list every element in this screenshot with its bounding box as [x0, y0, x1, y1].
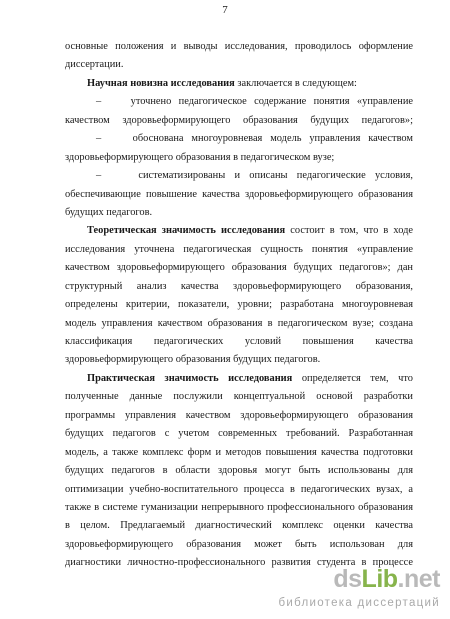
bullet-text: обоснована многоуровневая модель управления качеством	[132, 133, 413, 145]
text-line: исследования уточнена педагогическая сущность понятия «управление	[65, 243, 413, 255]
logo-lib: Lib	[361, 565, 398, 593]
text-line: основные положения и выводы исследования, проводилось оформление	[65, 41, 413, 52]
page-number: 7	[222, 4, 228, 16]
novelty-heading: Научная новизна исследования	[87, 77, 235, 89]
text-line: классификация педагогических условий повышения качества	[65, 336, 413, 347]
dslib-watermark	[278, 565, 450, 619]
novelty-heading-line	[65, 75, 413, 93]
text-line: определены критерии, показатели, уровни; разработана многоуровневая	[65, 299, 413, 311]
bullet-dash: –	[96, 133, 102, 145]
text-line: также в системе гуманизации непрерывного профессионального образования	[65, 501, 413, 513]
bullet-dash: –	[96, 96, 102, 108]
text-line: структурный анализ качества здоровьеформирующего образования,	[65, 280, 413, 292]
practice-heading: Практическая значимость исследования	[87, 372, 293, 384]
theory-heading-line	[65, 222, 413, 240]
text-line: качеством здоровьеформирующего образования будущих педагогов»;	[65, 114, 413, 126]
bullet-item	[65, 93, 413, 111]
bullet-text: систематизированы и описаны педагогические условия,	[138, 170, 413, 182]
text-line: диагностики личностно-профессионального развития студента в процессе	[65, 557, 413, 569]
text-line: качеством здоровьеформирующего образования будущих педагогов»; дан	[65, 262, 413, 274]
novelty-heading-rest: заключается в следующем:	[234, 77, 357, 89]
practice-heading-rest: определяется тем, что	[292, 372, 413, 384]
bullet-item	[65, 167, 413, 185]
logo-net: .net	[397, 565, 440, 593]
logo-ds: ds	[333, 565, 362, 593]
text-line: полученные данные послужили концептуальной основой разработки	[65, 391, 413, 403]
text-line: будущих педагогов с учетом современных требований. Разработанная	[65, 428, 413, 440]
text-line: диссертации.	[65, 59, 124, 71]
bullet-text: уточнено педагогическое содержание понятия «управление	[130, 96, 413, 108]
document-body	[65, 38, 413, 573]
practice-heading-line	[65, 370, 413, 388]
text-line: оптимизации учебно-воспитательного процесса в педагогических вузах, а	[65, 483, 413, 495]
bullet-dash: –	[96, 170, 102, 182]
text-line: будущих педагогов в области здоровья могут быть использованы для	[65, 465, 413, 477]
dslib-logo	[333, 565, 440, 594]
theory-heading-rest: состоит в том, что в ходе	[285, 225, 413, 237]
text-line: здоровьеформирующего образования в педагогическом вузе;	[65, 151, 335, 163]
text-line: модель управления качеством образования в педагогическом вузе; создана	[65, 317, 413, 329]
text-line: в целом. Предлагаемый диагностический комплекс оценки качества	[65, 520, 413, 532]
theory-heading: Теоретическая значимость исследования	[87, 225, 286, 237]
text-line: здоровьеформирующего образования будущих педагогов.	[65, 354, 321, 366]
text-line: обеспечивающие повышение качества здоровьеформирующего образования	[65, 188, 413, 200]
text-line: здоровьеформирующего образования может быть использован для	[65, 538, 413, 550]
text-line: модель, а также комплекс форм и методов повышения качества подготовки	[65, 446, 413, 458]
text-line: будущих педагогов.	[65, 206, 153, 218]
text-line: программы управления качеством здоровьеформирующего образования	[65, 409, 413, 421]
watermark-caption: библиотека диссертаций	[278, 597, 440, 609]
bullet-item	[65, 130, 413, 148]
